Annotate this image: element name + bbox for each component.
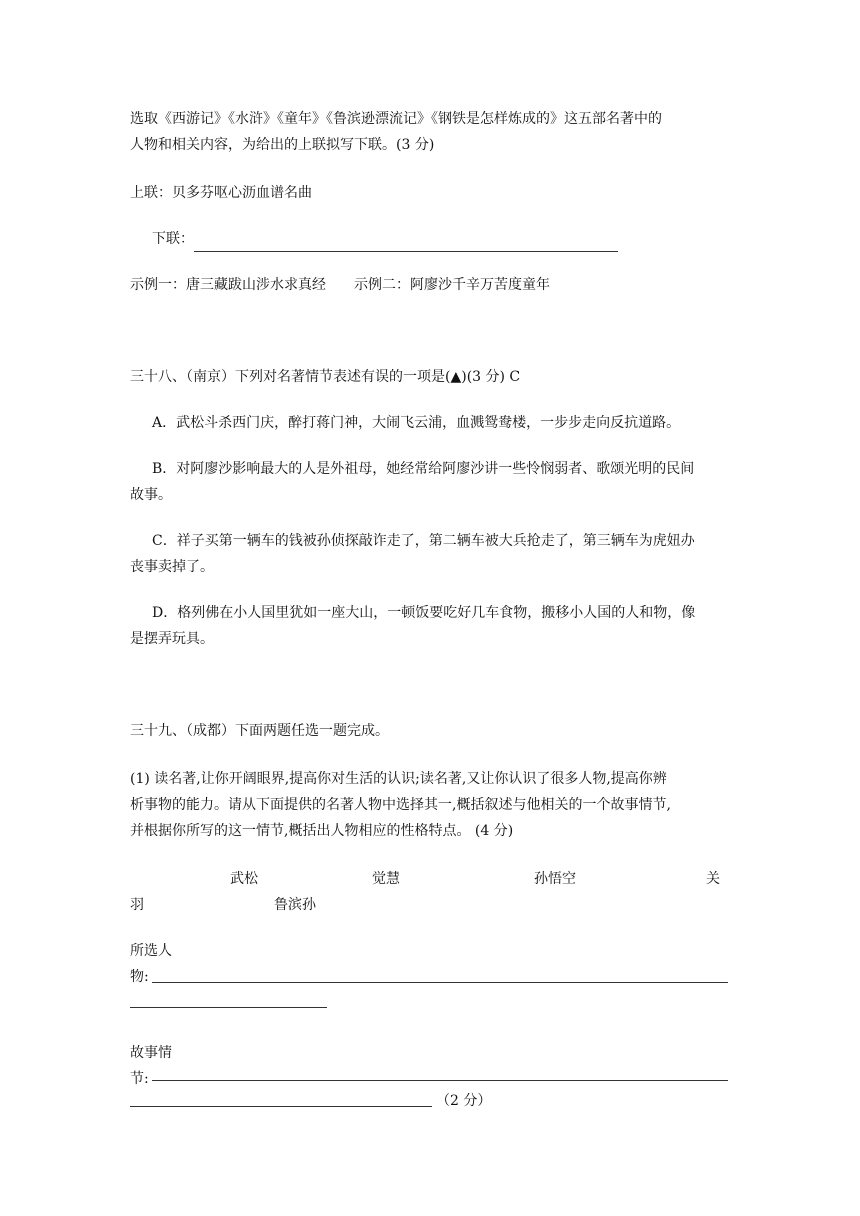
couplet-lower [152,226,752,252]
character-names [130,866,730,918]
person-answer-line-2[interactable] [130,1007,327,1008]
story-score: （2 分） [436,1093,492,1109]
character-name: 鲁滨孙 [274,897,316,913]
q38-option-d-line-1: D．格列佛在小人国里犹如一座大山，一顿饭要吃好几车食物，搬移小人国的人和物，像 [152,605,696,621]
character-name: 觉慧 [372,871,400,887]
couplet-upper: 上联：贝多芬呕心沥血谱名曲 [130,185,312,201]
q38-option-d-line-2: 是摆弄玩具。 [130,631,214,647]
intro-line-1: 选取《西游记》《水浒》《童年》《鲁滨逊漂流记》《钢铁是怎样炼成的》这五部名著中的 [130,111,662,127]
person-answer-line-1[interactable] [152,982,728,983]
q38-option-c-line-1: C．祥子买第一辆车的钱被孙侦探敲诈走了，第二辆车被大兵抢走了，第三辆车为虎妞办 [152,533,695,549]
couplet-lower-label: 下联： [152,231,194,247]
story-label-line-1: 故事情 [130,1045,172,1061]
q38-stem: 三十八、（南京）下列对名著情节表述有误的一项是(▲)(3 分) C [130,369,521,385]
character-name: 关 [706,871,720,887]
couplet-examples: 示例一：唐三藏跋山涉水求真经 示例二：阿廖沙千辛万苦度童年 [130,277,550,293]
story-label-line-2: 节: [130,1071,149,1087]
q38-option-c-line-2: 丧事卖掉了。 [130,559,214,575]
couplet-lower-blank[interactable] [194,233,618,252]
q38-option-a: A．武松斗杀西门庆，醉打蒋门神，大闹飞云浦，血溅鸳鸯楼，一步步走向反抗道路。 [152,415,681,431]
q39-paragraph-line-2: 析事物的能力。请从下面提供的名著人物中选择其一,概括叙述与他相关的一个故事情节, [130,797,671,813]
person-label-line-1: 所选人 [130,943,172,959]
intro-line-2: 人物和相关内容，为给出的上联拟写下联。(3 分) [130,137,435,153]
character-name: 孙悟空 [534,871,576,887]
story-answer-line-2[interactable] [130,1106,432,1107]
character-name: 武松 [230,871,258,887]
person-label-line-2: 物: [130,969,149,985]
q38-option-b-line-1: B．对阿廖沙影响最大的人是外祖母，她经常给阿廖沙讲一些怜悯弱者、歌颂光明的民间 [152,461,695,477]
character-name: 羽 [130,897,144,913]
q39-paragraph-line-1: (1) 读名著,让你开阔眼界,提高你对生活的认识;读名著,又让你认识了很多人物,提高你辨 [130,771,667,787]
q39-stem: 三十九、（成都）下面两题任选一题完成。 [130,723,389,739]
q38-option-b-line-2: 故事。 [130,487,172,503]
q39-paragraph-line-3: 并根据你所写的这一情节,概括出人物相应的性格特点。 (4 分) [130,823,514,839]
story-answer-line-1[interactable] [152,1080,728,1081]
